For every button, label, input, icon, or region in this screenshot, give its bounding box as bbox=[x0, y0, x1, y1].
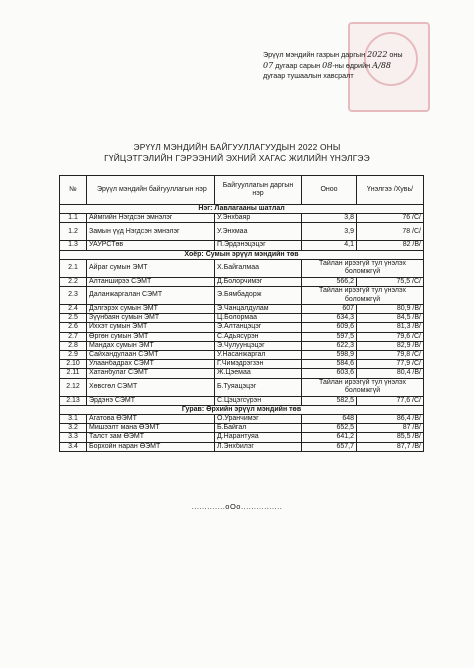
day-handwritten: 08 bbox=[322, 60, 333, 70]
grade-cell: 87 /В/ bbox=[357, 424, 424, 433]
evaluation-table bbox=[59, 175, 424, 452]
organization-name: Мандах сумын ЭМТ bbox=[87, 341, 215, 350]
row-number: 3.3 bbox=[60, 433, 87, 442]
row-number: 2.4 bbox=[60, 305, 87, 314]
table-row bbox=[60, 314, 424, 323]
grade-cell: 76 /С/ bbox=[357, 214, 424, 223]
title-line-2: ГҮЙЦЭТГЭЛИЙН ГЭРЭЭНИЙ ЭХНИЙ ХАГАС ЖИЛИЙН ҮНЭЛГЭЭ bbox=[104, 153, 370, 163]
table-row bbox=[60, 351, 424, 360]
document-title bbox=[80, 142, 394, 164]
grade-cell: 77,9 /С/ bbox=[357, 360, 424, 369]
score-cell: 582,5 bbox=[302, 396, 357, 405]
no-report-note: Тайлан ирээгүй тул үнэлэх боломжгүй bbox=[302, 287, 424, 305]
note-line-3: дугаар тушаалын хавсралт bbox=[263, 71, 354, 80]
director-name: Э.Бямбадорж bbox=[215, 287, 302, 305]
row-number: 1.2 bbox=[60, 223, 87, 241]
director-name: Л.Энхбилэг bbox=[215, 442, 302, 451]
director-name: Д.Нарантуяа bbox=[215, 433, 302, 442]
table-row bbox=[60, 223, 424, 241]
organization-name: Айраг сумын ЭМТ bbox=[87, 259, 215, 277]
table-row bbox=[60, 241, 424, 250]
director-name: С.Цэцэгсүрэн bbox=[215, 396, 302, 405]
note-line-1: Эрүүл мэндийн газрын даргын 2022 оны bbox=[263, 50, 403, 59]
row-number: 3.2 bbox=[60, 424, 87, 433]
director-name: Х.Байгалмаа bbox=[215, 259, 302, 277]
row-number: 2.6 bbox=[60, 323, 87, 332]
director-name: Э.Чулуунцэцэг bbox=[215, 341, 302, 350]
row-number: 2.3 bbox=[60, 287, 87, 305]
row-number: 2.13 bbox=[60, 396, 87, 405]
row-number: 3.4 bbox=[60, 442, 87, 451]
organization-name: УАУРСТөв bbox=[87, 241, 215, 250]
section-header-row bbox=[60, 205, 424, 214]
section-title: Хоёр: Сумын эрүүл мэндийн төв bbox=[60, 250, 424, 259]
score-cell: 4,1 bbox=[302, 241, 357, 250]
score-cell: 607 bbox=[302, 305, 357, 314]
grade-cell: 87,7 /В/ bbox=[357, 442, 424, 451]
grade-cell: 82 /В/ bbox=[357, 241, 424, 250]
director-name: Ц.Болормаа bbox=[215, 314, 302, 323]
table-row bbox=[60, 305, 424, 314]
score-cell: 584,6 bbox=[302, 360, 357, 369]
grade-cell: 80,4 /В/ bbox=[357, 369, 424, 378]
grade-cell: 82,9 /В/ bbox=[357, 341, 424, 350]
header-number: № bbox=[60, 176, 87, 205]
header-organization: Эрүүл мэндийн байгууллагын нэр bbox=[87, 176, 215, 205]
director-name: У.Энхбаяр bbox=[215, 214, 302, 223]
grade-cell: 75,5 /С/ bbox=[357, 277, 424, 286]
table-row bbox=[60, 323, 424, 332]
director-name: У.Энхмаа bbox=[215, 223, 302, 241]
organization-name: Агатова ӨЭМТ bbox=[87, 415, 215, 424]
table-row bbox=[60, 277, 424, 286]
table-row bbox=[60, 360, 424, 369]
score-cell: 622,3 bbox=[302, 341, 357, 350]
row-number: 2.11 bbox=[60, 369, 87, 378]
grade-cell: 77,6 /С/ bbox=[357, 396, 424, 405]
table-body bbox=[60, 205, 424, 452]
organization-name: Өргөн сумын ЭМТ bbox=[87, 332, 215, 341]
organization-name: Иххэт сумын ЭМТ bbox=[87, 323, 215, 332]
header-score: Оноо bbox=[302, 176, 357, 205]
organization-name: Хатанбулаг СЭМТ bbox=[87, 369, 215, 378]
table-row bbox=[60, 341, 424, 350]
grade-cell: 81,3 /В/ bbox=[357, 323, 424, 332]
table-row bbox=[60, 214, 424, 223]
table-row bbox=[60, 433, 424, 442]
order-annex-note bbox=[263, 50, 463, 82]
score-cell: 652,5 bbox=[302, 424, 357, 433]
director-name: С.Адьясүрэн bbox=[215, 332, 302, 341]
score-cell: 3,9 bbox=[302, 223, 357, 241]
table-row bbox=[60, 378, 424, 396]
organization-name: Хөвсгөл СЭМТ bbox=[87, 378, 215, 396]
director-name: Б.Туяацэцэг bbox=[215, 378, 302, 396]
grade-cell: 79,8 /С/ bbox=[357, 351, 424, 360]
director-name: О.Уранчимэг bbox=[215, 415, 302, 424]
score-cell: 603,6 bbox=[302, 369, 357, 378]
organization-name: Мишээлт мана ӨЭМТ bbox=[87, 424, 215, 433]
header-director: Байгууллагын даргын нэр bbox=[215, 176, 302, 205]
header-grade: Үнэлгээ /Хувь/ bbox=[357, 176, 424, 205]
organization-name: Эрдэнэ СЭМТ bbox=[87, 396, 215, 405]
note-line-2: 07 дугаар сарын 08-ны өдрийн А/88 bbox=[263, 60, 391, 70]
director-name: Ж.Цэемаа bbox=[215, 369, 302, 378]
score-cell: 634,3 bbox=[302, 314, 357, 323]
table-row bbox=[60, 287, 424, 305]
organization-name: Зүүнбаян сумын ЭМТ bbox=[87, 314, 215, 323]
grade-cell: 80,9 /В/ bbox=[357, 305, 424, 314]
grade-cell: 85,5 /В/ bbox=[357, 433, 424, 442]
table-row bbox=[60, 396, 424, 405]
director-name: Б.Байгал bbox=[215, 424, 302, 433]
end-marker: .............oOo................ bbox=[191, 502, 283, 511]
row-number: 3.1 bbox=[60, 415, 87, 424]
row-number: 2.1 bbox=[60, 259, 87, 277]
row-number: 2.5 bbox=[60, 314, 87, 323]
score-cell: 566,2 bbox=[302, 277, 357, 286]
director-name: Г.Чимэдрэгзэн bbox=[215, 360, 302, 369]
order-number-handwritten: А/88 bbox=[372, 60, 391, 70]
row-number: 1.1 bbox=[60, 214, 87, 223]
row-number: 2.10 bbox=[60, 360, 87, 369]
score-cell: 641,2 bbox=[302, 433, 357, 442]
organization-name: Улаанбадрах СЭМТ bbox=[87, 360, 215, 369]
organization-name: Алтанширээ СЭМТ bbox=[87, 277, 215, 286]
score-cell: 657,7 bbox=[302, 442, 357, 451]
organization-name: Борхойн наран ӨЭМТ bbox=[87, 442, 215, 451]
section-title: Гурав: Өрхийн эрүүл мэндийн төв bbox=[60, 405, 424, 414]
row-number: 1.3 bbox=[60, 241, 87, 250]
grade-cell: 84,5 /В/ bbox=[357, 314, 424, 323]
table-row bbox=[60, 415, 424, 424]
score-cell: 597,5 bbox=[302, 332, 357, 341]
score-cell: 609,6 bbox=[302, 323, 357, 332]
director-name: П.Эрдэнэцэцэг bbox=[215, 241, 302, 250]
director-name: Э.Алтанцэцэг bbox=[215, 323, 302, 332]
score-cell: 3,8 bbox=[302, 214, 357, 223]
row-number: 2.8 bbox=[60, 341, 87, 350]
organization-name: Аймгийн Нэгдсэн эмнэлэг bbox=[87, 214, 215, 223]
organization-name: Дэлгэрэх сумын ЭМТ bbox=[87, 305, 215, 314]
row-number: 2.12 bbox=[60, 378, 87, 396]
month-handwritten: 07 bbox=[263, 60, 274, 70]
organization-name: Талст зам ӨЭМТ bbox=[87, 433, 215, 442]
score-cell: 598,9 bbox=[302, 351, 357, 360]
table-row bbox=[60, 424, 424, 433]
director-name: У.Насанжаргал bbox=[215, 351, 302, 360]
table-row bbox=[60, 369, 424, 378]
grade-cell: 79,6 /С/ bbox=[357, 332, 424, 341]
section-title: Нэг: Лавлагааны шатлал bbox=[60, 205, 424, 214]
no-report-note: Тайлан ирээгүй тул үнэлэх боломжгүй bbox=[302, 378, 424, 396]
title-line-1: ЭРҮҮЛ МЭНДИЙН БАЙГУУЛЛАГУУДЫН 2022 ОНЫ bbox=[133, 142, 341, 152]
row-number: 2.2 bbox=[60, 277, 87, 286]
organization-name: Даланжаргалан СЭМТ bbox=[87, 287, 215, 305]
director-name: Э.Чанцалдулам bbox=[215, 305, 302, 314]
section-header-row bbox=[60, 405, 424, 414]
score-cell: 648 bbox=[302, 415, 357, 424]
table-row bbox=[60, 332, 424, 341]
organization-name: Замын үүд Нэгдсэн эмнэлэг bbox=[87, 223, 215, 241]
table-row bbox=[60, 259, 424, 277]
row-number: 2.9 bbox=[60, 351, 87, 360]
row-number: 2.7 bbox=[60, 332, 87, 341]
table-header-row bbox=[60, 176, 424, 205]
grade-cell: 86,4 /В/ bbox=[357, 415, 424, 424]
grade-cell: 78 /С/ bbox=[357, 223, 424, 241]
director-name: Д.Болорчимэг bbox=[215, 277, 302, 286]
no-report-note: Тайлан ирээгүй тул үнэлэх боломжгүй bbox=[302, 259, 424, 277]
table-row bbox=[60, 442, 424, 451]
organization-name: Сайхандулаан СЭМТ bbox=[87, 351, 215, 360]
section-header-row bbox=[60, 250, 424, 259]
year-handwritten: 2022 bbox=[367, 50, 388, 59]
